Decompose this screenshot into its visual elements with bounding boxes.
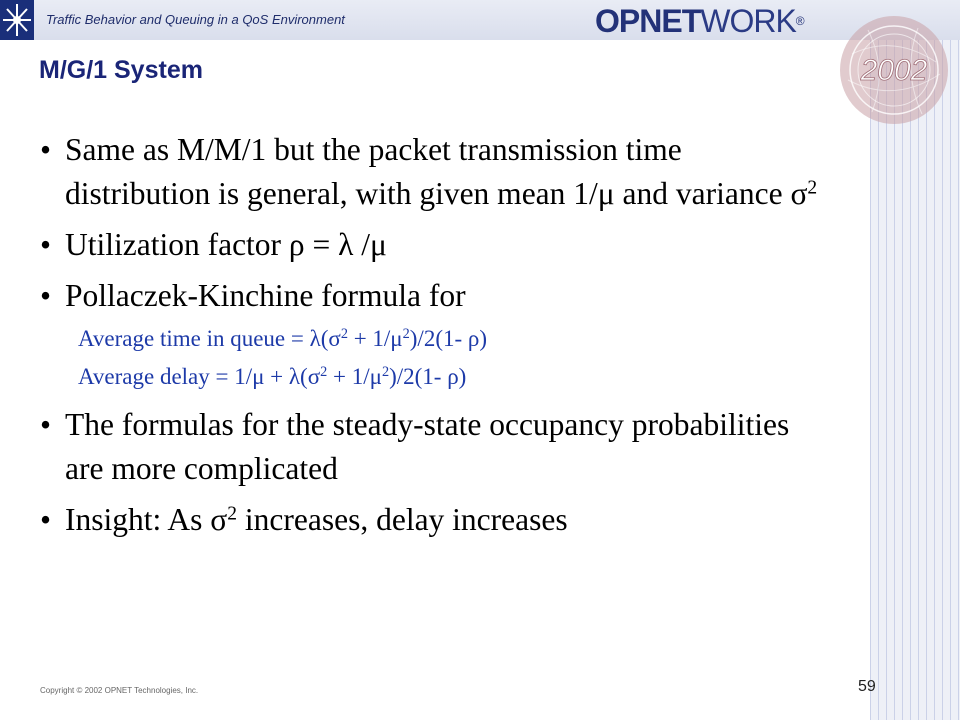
sub-formula-average-delay <box>40 363 830 391</box>
star-icon <box>0 0 34 40</box>
bullet-dot: • <box>40 407 52 442</box>
formula-part: Average time in queue = λ(σ <box>78 326 341 351</box>
year-badge-icon <box>838 14 950 126</box>
presentation-title: Traffic Behavior and Queuing in a QoS Environment <box>46 12 345 27</box>
sub-formula-queue-time <box>40 325 830 353</box>
bullet-item <box>40 223 830 267</box>
bullet-dot: • <box>40 227 52 262</box>
superscript: 2 <box>340 326 348 343</box>
bullet-text: Insight: As σ <box>65 502 228 537</box>
bullet-text: Utilization factor ρ = λ /μ <box>65 227 387 262</box>
slide-body <box>40 128 830 549</box>
brand-mark: ® <box>795 14 804 28</box>
opnetwork-logo <box>595 4 804 38</box>
copyright-notice: Copyright © 2002 OPNET Technologies, Inc. <box>40 686 199 695</box>
decorative-stripe <box>870 40 960 720</box>
bullet-dot: • <box>40 278 52 313</box>
formula-part: )/2(1- ρ) <box>409 326 488 351</box>
formula-part: + 1/μ <box>347 326 403 351</box>
star-logo <box>0 0 34 40</box>
superscript: 2 <box>320 364 328 381</box>
page-number: 59 <box>858 678 876 695</box>
superscript: 2 <box>807 177 818 199</box>
bullet-item <box>40 274 830 318</box>
formula-part: )/2(1- ρ) <box>389 364 467 389</box>
superscript: 2 <box>227 503 238 525</box>
bullet-text: increases, delay increases <box>237 502 568 537</box>
superscript: 2 <box>402 326 410 343</box>
bullet-text: The formulas for the steady-state occupancy probabilities are more complicated <box>65 407 790 486</box>
bullet-item <box>40 403 830 491</box>
bullet-text: Same as M/M/1 but the packet transmission time distribution is general, with given mean 1/μ and variance σ <box>65 132 808 211</box>
bullet-dot: • <box>40 502 52 537</box>
bullet-dot: • <box>40 132 52 167</box>
badge-year-text: 2002 <box>860 54 928 87</box>
formula-part: + 1/μ <box>327 364 382 389</box>
bullet-text: Pollaczek-Kinchine formula for <box>65 278 466 313</box>
brand-thin: WORK <box>700 3 796 39</box>
brand-bold: OPNET <box>595 3 701 39</box>
bullet-item <box>40 498 830 542</box>
formula-part: Average delay = 1/μ + λ(σ <box>78 364 321 389</box>
bullet-item <box>40 128 830 216</box>
slide-title: M/G/1 System <box>39 56 203 84</box>
superscript: 2 <box>381 364 390 381</box>
